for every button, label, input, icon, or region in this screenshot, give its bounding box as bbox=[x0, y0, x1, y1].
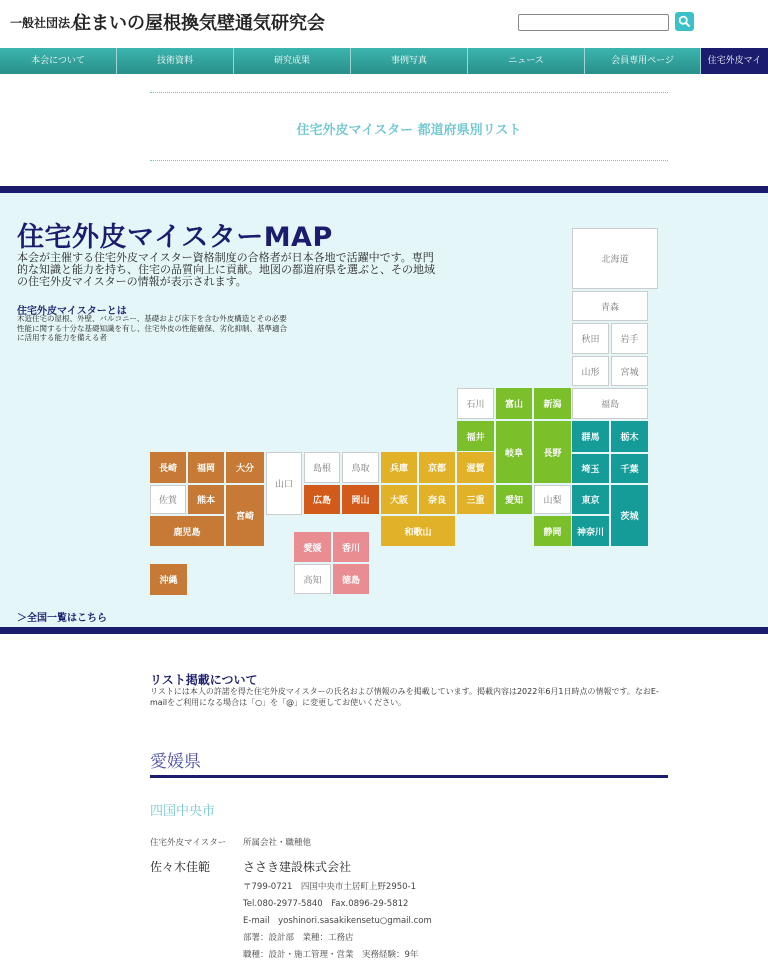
pref-okayama[interactable]: 岡山 bbox=[342, 485, 379, 514]
pref-nagasaki[interactable]: 長崎 bbox=[150, 452, 186, 483]
pref-kagawa[interactable]: 香川 bbox=[333, 532, 369, 562]
pref-ishikawa[interactable]: 石川 bbox=[457, 388, 494, 419]
pref-oita[interactable]: 大分 bbox=[226, 452, 264, 483]
pref-yamanashi[interactable]: 山梨 bbox=[534, 485, 571, 514]
pref-toyama[interactable]: 富山 bbox=[496, 388, 532, 419]
pref-niigata[interactable]: 新潟 bbox=[534, 388, 571, 419]
pref-fukui[interactable]: 福井 bbox=[457, 421, 494, 451]
title-divider-top bbox=[150, 92, 668, 93]
pref-mie[interactable]: 三重 bbox=[457, 485, 494, 514]
list-heading: リスト掲載について bbox=[150, 673, 258, 687]
pref-nagano[interactable]: 長野 bbox=[534, 421, 571, 483]
meister-name: 佐々木佳範 bbox=[150, 860, 211, 874]
column-header-meister: 住宅外皮マイスター bbox=[150, 838, 227, 848]
nav-item-members[interactable]: 会員専用ページ bbox=[585, 48, 701, 74]
nav-item-meister[interactable]: 住宅外皮マイ bbox=[701, 48, 768, 74]
pref-saitama[interactable]: 埼玉 bbox=[572, 454, 609, 483]
pref-aomori[interactable]: 青森 bbox=[572, 291, 648, 321]
company-address: 〒799-0721 四国中央市土居町上野2950-1 bbox=[243, 882, 417, 892]
nav-item-about[interactable]: 本会について bbox=[0, 48, 117, 74]
pref-miyazaki[interactable]: 宮崎 bbox=[226, 485, 264, 546]
pref-wakayama[interactable]: 和歌山 bbox=[381, 516, 455, 546]
pref-nara[interactable]: 奈良 bbox=[419, 485, 455, 514]
pref-hokkaido[interactable]: 北海道 bbox=[572, 228, 658, 289]
pref-aichi[interactable]: 愛知 bbox=[496, 485, 532, 514]
main-nav bbox=[0, 48, 768, 74]
pref-tochigi[interactable]: 栃木 bbox=[611, 421, 648, 452]
nav-item-research[interactable]: 研究成果 bbox=[234, 48, 351, 74]
map-title: 住宅外皮マイスターMAP bbox=[17, 222, 333, 253]
org-prefix: 一般社団法人 bbox=[10, 16, 83, 30]
pref-akita[interactable]: 秋田 bbox=[572, 323, 609, 354]
pref-miyagi[interactable]: 宮城 bbox=[611, 356, 648, 386]
meister-heading: 住宅外皮マイスターとは bbox=[17, 306, 127, 317]
title-divider-bottom bbox=[150, 160, 668, 161]
company-name: ささき建設株式会社 bbox=[243, 860, 352, 874]
pref-kagoshima[interactable]: 鹿児島 bbox=[150, 516, 224, 546]
prefecture-divider bbox=[150, 775, 668, 778]
nav-item-technical[interactable]: 技術資料 bbox=[117, 48, 234, 74]
company-email: E-mail yoshinori.sasakikensetu○gmail.com bbox=[243, 916, 432, 926]
company-job: 職種：設計・施工管理・営業 実務経験：9年 bbox=[243, 950, 419, 960]
pref-gifu[interactable]: 岐阜 bbox=[496, 421, 532, 483]
list-description: リストには本人の許諾を得た住宅外皮マイスターの氏名および情報のみを掲載しています。掲載内容は2022年6月1日時点の情報です。なおE-mailをご利用になる場合は「○」を「@」に変更してお使いください。 bbox=[150, 687, 659, 707]
pref-tottori[interactable]: 鳥取 bbox=[342, 452, 379, 483]
pref-ehime[interactable]: 愛媛 bbox=[294, 532, 331, 562]
pref-yamaguchi[interactable]: 山口 bbox=[266, 452, 302, 515]
pref-kyoto[interactable]: 京都 bbox=[419, 452, 455, 483]
pref-tokushima[interactable]: 徳島 bbox=[333, 564, 369, 594]
pref-iwate[interactable]: 岩手 bbox=[611, 323, 648, 354]
search-icon bbox=[678, 15, 691, 28]
pref-fukuoka[interactable]: 福岡 bbox=[188, 452, 224, 483]
pref-tokyo[interactable]: 東京 bbox=[572, 485, 609, 514]
pref-shimane[interactable]: 島根 bbox=[304, 452, 340, 483]
pref-hiroshima[interactable]: 広島 bbox=[304, 485, 340, 514]
nav-item-photos[interactable]: 事例写真 bbox=[351, 48, 468, 74]
pref-kanagawa[interactable]: 神奈川 bbox=[572, 516, 609, 546]
pref-gunma[interactable]: 群馬 bbox=[572, 421, 609, 452]
pref-yamagata[interactable]: 山形 bbox=[572, 356, 609, 386]
pref-saga[interactable]: 佐賀 bbox=[150, 485, 186, 514]
pref-fukushima[interactable]: 福島 bbox=[572, 388, 648, 419]
pref-kochi[interactable]: 高知 bbox=[294, 564, 331, 594]
page-title: 住宅外皮マイスター 都道府県別リスト bbox=[296, 123, 522, 138]
site-logo-title[interactable]: 住まいの屋根換気壁通気研究会 bbox=[73, 13, 325, 34]
search-input[interactable] bbox=[518, 14, 669, 31]
company-phone: Tel.080-2977-5840 Fax.0896-29-5812 bbox=[243, 899, 409, 909]
search-button[interactable] bbox=[675, 12, 694, 31]
pref-shizuoka[interactable]: 静岡 bbox=[534, 516, 571, 546]
pref-osaka[interactable]: 大阪 bbox=[381, 485, 417, 514]
city-heading: 四国中央市 bbox=[150, 804, 216, 819]
pref-kumamoto[interactable]: 熊本 bbox=[188, 485, 224, 514]
pref-shiga[interactable]: 滋賀 bbox=[457, 452, 494, 483]
pref-okinawa[interactable]: 沖縄 bbox=[150, 564, 187, 595]
prefecture-heading: 愛媛県 bbox=[150, 752, 201, 772]
meister-description: 木造住宅の屋根、外壁、バルコニー、基礎および床下を含む外皮構造とその必要性能に関する十分な基礎知識を有し、住宅外皮の性能確保、劣化抑制、基準適合に活用する能力を備える者 bbox=[17, 314, 287, 342]
pref-hyogo[interactable]: 兵庫 bbox=[381, 452, 417, 483]
nav-item-news[interactable]: ニュース bbox=[468, 48, 585, 74]
all-list-link[interactable]: ＞全国一覧はこちら bbox=[17, 613, 107, 624]
map-description: 本会が主催する住宅外皮マイスター資格制度の合格者が日本各地で活躍中です。専門的な知識と能力を持ち、住宅の品質向上に貢献。地図の都道府県を選ぶと、その地域の住宅外皮マイスターの情報が表示されます。 bbox=[17, 251, 435, 288]
pref-chiba[interactable]: 千葉 bbox=[611, 454, 648, 483]
column-header-company: 所属会社・職種他 bbox=[243, 838, 312, 848]
pref-ibaraki[interactable]: 茨城 bbox=[611, 485, 648, 546]
company-dept: 部署：設計部 業種：工務店 bbox=[243, 933, 354, 943]
